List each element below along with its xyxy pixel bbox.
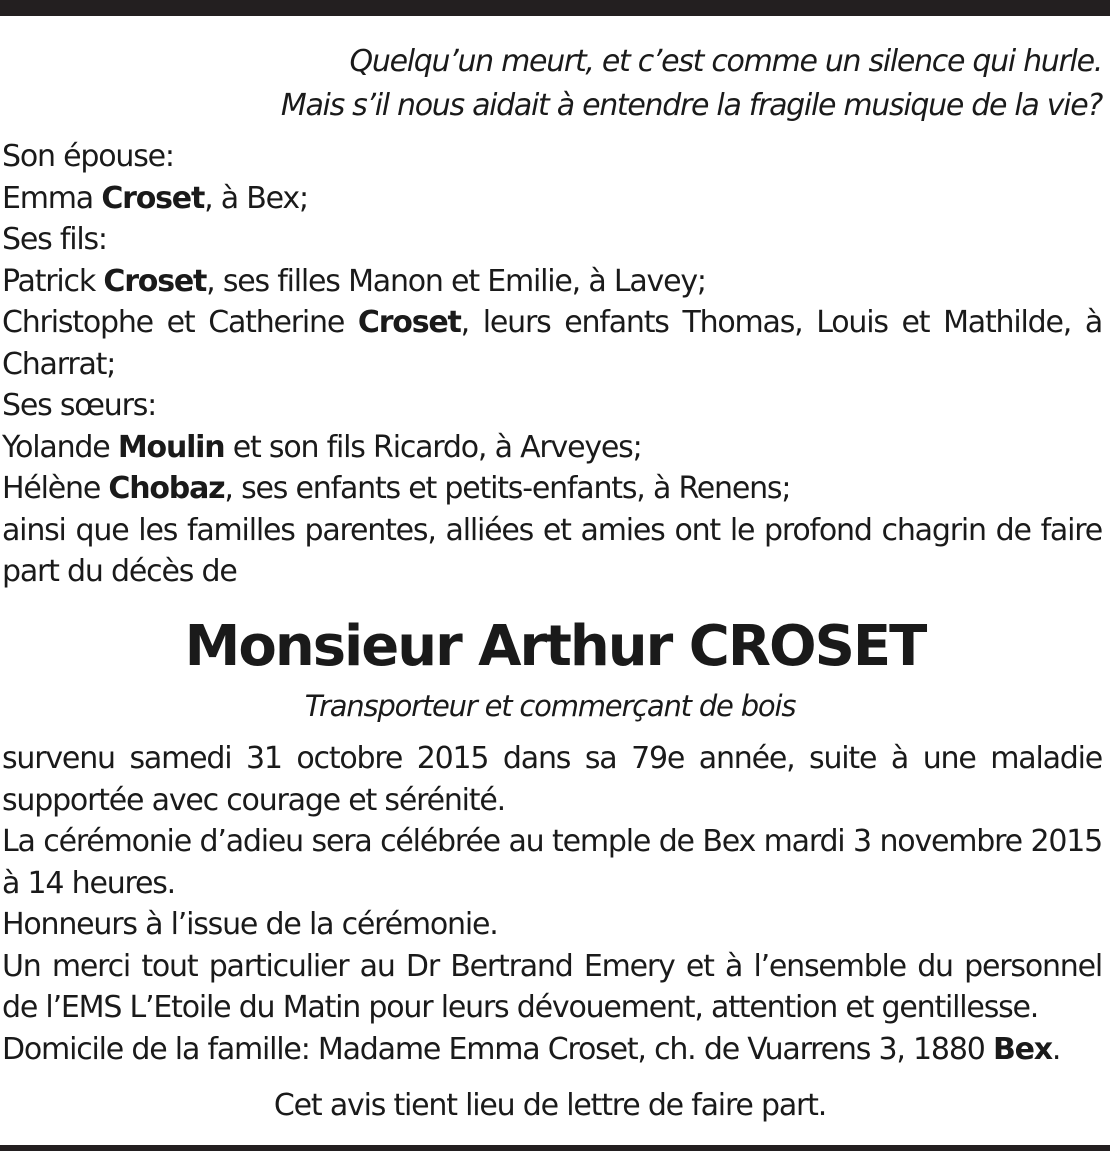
- sister-entry-2: [2, 468, 1102, 510]
- son1-details: , ses filles Manon et Emilie, à Lavey;: [206, 263, 706, 299]
- top-rule: [0, 0, 1110, 16]
- quote-line-1: Quelqu’un meurt, et c’est comme un silence qui hurle.: [349, 44, 1102, 79]
- son2-details: , leurs enfants Thomas, Louis et Mathilde, à Charrat;: [2, 305, 1102, 382]
- honors-paragraph: Honneurs à l’issue de la cérémonie.: [2, 907, 498, 942]
- thanks-paragraph: Un merci tout particulier au Dr Bertrand Emery et à l’ensemble du personnel de l’EMS L’Etoile du Matin pour leurs dévouement, attention et gentillesse.: [2, 948, 1102, 1025]
- son2-last-name: Croset: [357, 305, 461, 340]
- son2-first-name: Christophe et Catherine: [2, 305, 358, 340]
- son1-last-name: Croset: [103, 263, 207, 299]
- son1-first-name: Patrick: [2, 263, 104, 299]
- epigraph-quote: [281, 40, 1102, 128]
- quote-line-2: Mais s’il nous aidait à entendre la fragile musique de la vie?: [280, 88, 1102, 123]
- bottom-rule: [0, 1145, 1110, 1151]
- sister1-last-name: Moulin: [117, 429, 225, 465]
- announcement-text: ainsi que les familles parentes, alliées et amies ont le profond chagrin de faire part du décès de: [2, 512, 1102, 589]
- deceased-profession: Transporteur et commerçant de bois: [304, 689, 796, 723]
- sister2-last-name: Chobaz: [108, 471, 225, 506]
- sister2-first-name: Hélène: [2, 471, 109, 506]
- sister2-details: , ses enfants et petits-enfants, à Renens;: [224, 471, 791, 506]
- spouse-heading: Son épouse:: [2, 139, 174, 174]
- spouse-last-name: Croset: [101, 180, 205, 216]
- sister1-details: et son fils Ricardo, à Arveyes;: [224, 429, 642, 465]
- deceased-name: Monsieur Arthur CROSET: [184, 614, 926, 679]
- domicile-town: Bex: [992, 1031, 1052, 1067]
- ceremony-paragraph: La cérémonie d’adieu sera célébrée au temple de Bex mardi 3 novembre 2015 à 14 heures.: [2, 824, 1102, 901]
- son-entry-1: [2, 261, 1102, 303]
- spouse-place: , à Bex;: [204, 180, 308, 216]
- sister-entry-1: [2, 427, 1102, 469]
- family-list: [2, 136, 1102, 593]
- son-entry-2: [2, 302, 1102, 385]
- spouse-first-name: Emma: [2, 180, 102, 216]
- notice-body: [2, 738, 1102, 1070]
- death-paragraph: survenu samedi 31 octobre 2015 dans sa 79e année, suite à une maladie supportée avec courage et sérénité.: [2, 741, 1102, 818]
- sisters-heading: Ses sœurs:: [2, 388, 157, 423]
- domicile-end: .: [1051, 1031, 1061, 1067]
- domicile-paragraph: [2, 1029, 1102, 1071]
- sister1-first-name: Yolande: [2, 429, 118, 465]
- domicile-address: Domicile de la famille: Madame Emma Croset, ch. de Vuarrens 3, 1880: [2, 1031, 993, 1067]
- closing-note: Cet avis tient lieu de lettre de faire part.: [273, 1088, 827, 1123]
- sons-heading: Ses fils:: [2, 222, 107, 257]
- spouse-entry: [2, 178, 1102, 220]
